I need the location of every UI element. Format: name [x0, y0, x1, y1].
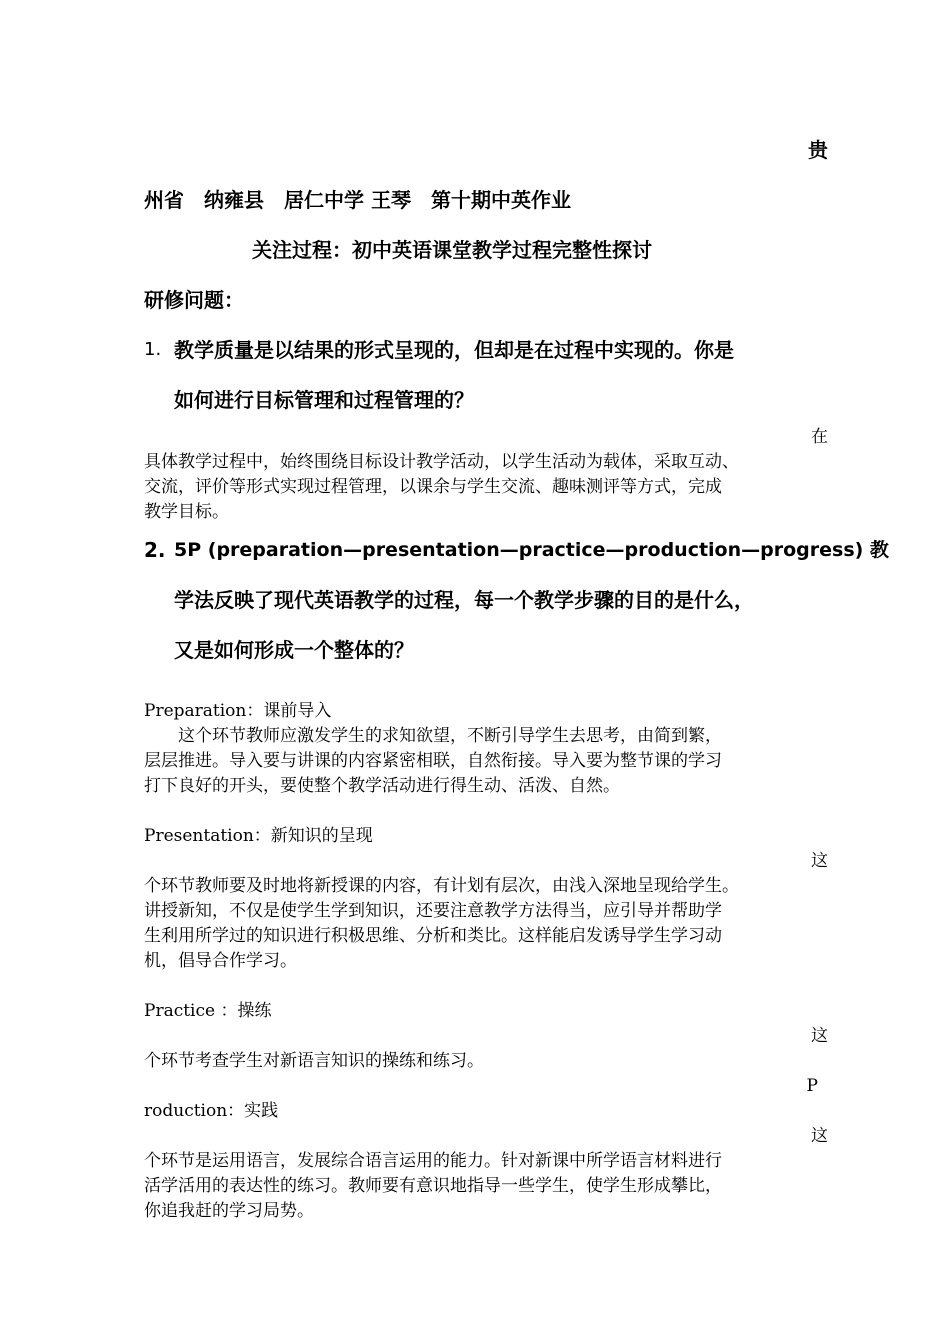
practice-first-char: 这: [811, 1026, 828, 1046]
q1-answer-line: 交流，评价等形式实现过程管理，以课余与学生交流、趣味测评等方式，完成: [144, 477, 722, 497]
production-line: 活学活用的表达性的练习。教师要有意识地指导一些学生，使学生形成攀比，: [144, 1176, 722, 1196]
q1-line1: 教学质量是以结果的形式呈现的，但却是在过程中实现的。你是: [174, 338, 734, 362]
presentation-line: 生利用所学过的知识进行积极思维、分析和类比。这样能启发诱导学生学习动: [144, 926, 722, 946]
section-label: 研修问题：: [144, 288, 244, 312]
q1-answer-line: 具体教学过程中，始终围绕目标设计教学活动，以学生活动为载体，采取互动、: [144, 452, 739, 472]
presentation-label: Presentation：新知识的呈现: [144, 826, 373, 846]
practice-line: 个环节考查学生对新语言知识的操练和练习。: [144, 1051, 484, 1071]
presentation-line: 讲授新知，不仅是使学生学到知识，还要注意教学方法得当，应引导并帮助学: [144, 901, 722, 921]
q1-answer-line: 教学目标。: [144, 502, 229, 522]
preparation-line: 打下良好的开头，要使整个教学活动进行得生动、活泼、自然。: [144, 776, 620, 796]
preparation-line: 这个环节教师应激发学生的求知欲望，不断引导学生去思考，由简到繁，: [144, 726, 722, 746]
q1-answer-first-char: 在: [811, 427, 828, 447]
preparation-line: 层层推进。导入要与讲课的内容紧密相联，自然衔接。导入要为整节课的学习: [144, 751, 722, 771]
production-label-first-char: P: [806, 1076, 818, 1096]
document-title: 关注过程：初中英语课堂教学过程完整性探讨: [252, 238, 652, 262]
practice-label: Practice ：操练: [144, 1001, 272, 1021]
production-label: roduction：实践: [144, 1101, 279, 1121]
presentation-line: 机，倡导合作学习。: [144, 951, 297, 971]
q1-line2: 如何进行目标管理和过程管理的？: [174, 388, 474, 412]
q2-line1: 5P (preparation—presentation—practice—production—progress) 教: [174, 539, 889, 561]
q2-line2: 学法反映了现代英语教学的过程，每一个教学步骤的目的是什么，: [174, 588, 754, 612]
production-line: 个环节是运用语言，发展综合语言运用的能力。针对新课中所学语言材料进行: [144, 1151, 722, 1171]
production-line: 你追我赶的学习局势。: [144, 1201, 314, 1221]
header-line1-tail: 贵: [808, 138, 828, 162]
header-author-line: 州省 纳雍县 居仁中学 王琴 第十期中英作业: [144, 188, 571, 212]
q2-line3: 又是如何形成一个整体的？: [174, 638, 414, 662]
preparation-label: Preparation：课前导入: [144, 701, 332, 721]
q2-number: 2.: [144, 538, 166, 562]
q1-number: 1.: [144, 339, 162, 360]
presentation-line: 个环节教师要及时地将新授课的内容，有计划有层次，由浅入深地呈现给学生。: [144, 876, 739, 896]
presentation-first-char: 这: [811, 851, 828, 871]
production-first-char: 这: [811, 1126, 828, 1146]
